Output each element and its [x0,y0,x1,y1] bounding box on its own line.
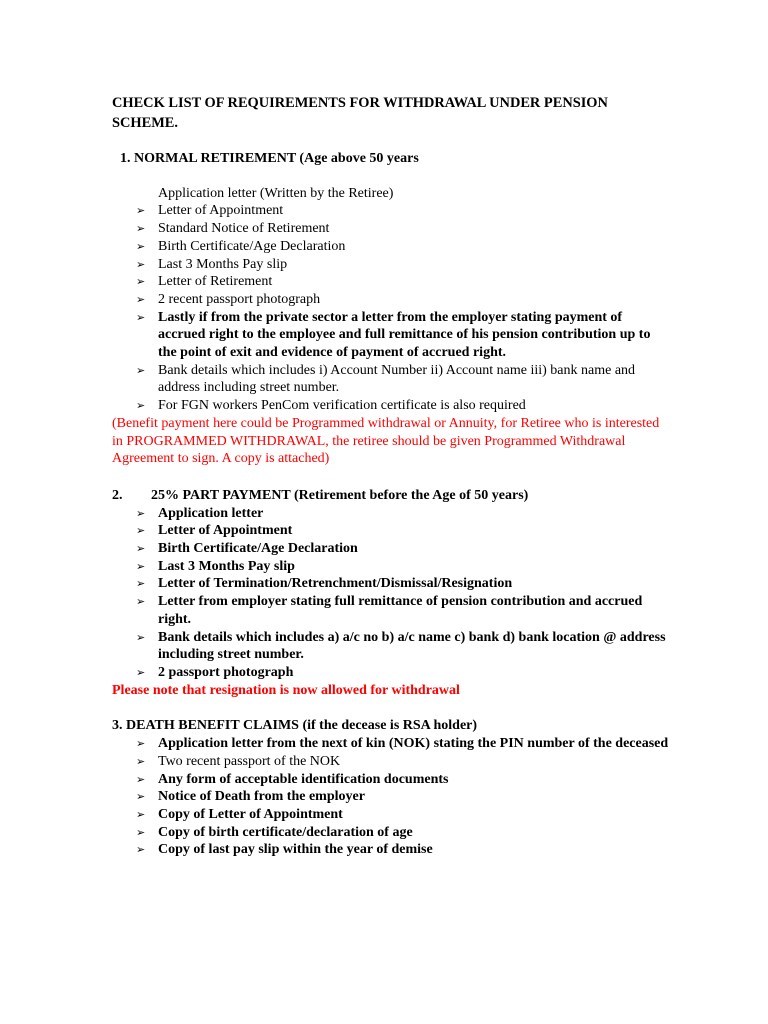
list-item [112,629,672,664]
list-item [112,362,672,397]
list-item-text: Letter of Appointment [158,203,284,219]
list-item-text: Application letter [158,505,264,521]
arrow-bullet-icon: ➢ [136,843,146,857]
list-item [112,558,672,576]
list-item-text: Letter of Retirement [158,274,273,290]
list-item [112,771,672,789]
arrow-bullet-icon: ➢ [136,222,146,236]
requirements-list [112,735,672,859]
arrow-bullet-icon: ➢ [136,595,146,609]
list-item-text: Copy of last pay slip within the year of demise [158,842,433,858]
requirements-list [112,505,672,682]
list-item [112,522,672,540]
list-item-text: Birth Certificate/Age Declaration [158,541,358,557]
arrow-bullet-icon: ➢ [136,772,146,786]
list-item [112,664,672,682]
document-title: CHECK LIST OF REQUIREMENTS FOR WITHDRAWAL UNDER PENSION SCHEME. [112,95,608,131]
list-item [112,788,672,806]
list-item [112,220,672,238]
section-heading-text: 25% PART PAYMENT (Retirement before the Age of 50 years) [151,487,529,503]
arrow-bullet-icon: ➢ [136,292,146,306]
list-item [112,824,672,842]
list-item [112,256,672,274]
list-item [112,273,672,291]
section-normal-retirement-heading [112,150,672,168]
list-item [112,202,672,220]
arrow-bullet-icon: ➢ [136,542,146,556]
list-item-text: Last 3 Months Pay slip [158,558,295,574]
arrow-bullet-icon: ➢ [136,577,146,591]
requirements-list [112,202,672,414]
arrow-bullet-icon: ➢ [136,559,146,573]
section-part-payment-heading [112,487,672,505]
arrow-bullet-icon: ➢ [136,310,146,324]
list-item-text: Notice of Death from the employer [158,789,365,805]
list-item [112,575,672,593]
list-item [112,238,672,256]
list-item-text: Letter of Termination/Retrenchment/Dismissal/Resignation [158,576,513,592]
arrow-bullet-icon: ➢ [136,239,146,253]
section-number: 2. [112,487,123,503]
list-item-text: Standard Notice of Retirement [158,221,330,237]
list-item-text: Copy of Letter of Appointment [158,806,343,822]
programmed-withdrawal-note: (Benefit payment here could be Programmed withdrawal or Annuity, for Retiree who is interested in PROGRAMMED WITHDRAWAL, the retiree should be given Programmed Withdrawal Agreement to sign. A copy is attached) [112,415,660,467]
section-intro: Application letter (Written by the Retiree) [158,185,394,201]
section-heading-text: NORMAL RETIREMENT (Age above 50 years [134,151,419,166]
list-item-text: Last 3 Months Pay slip [158,256,288,272]
arrow-bullet-icon: ➢ [136,399,146,413]
list-item-text: Letter from employer stating full remittance of pension contribution and accrued right. [158,594,643,627]
arrow-bullet-icon: ➢ [136,257,146,271]
arrow-bullet-icon: ➢ [136,790,146,804]
document-body [112,93,672,859]
section-death-benefit-heading: 3. DEATH BENEFIT CLAIMS (if the decease is RSA holder) [112,718,478,734]
arrow-bullet-icon: ➢ [136,630,146,644]
list-item [112,753,672,771]
list-item [112,309,672,362]
arrow-bullet-icon: ➢ [136,363,146,377]
arrow-bullet-icon: ➢ [136,807,146,821]
list-item-text: Copy of birth certificate/declaration of age [158,824,413,840]
list-item [112,841,672,859]
list-item-text: 2 passport photograph [158,664,294,680]
list-item [112,593,672,628]
list-item-text: For FGN workers PenCom verification certificate is also required [158,398,526,414]
list-item-text: Bank details which includes i) Account Number ii) Account name iii) bank name and address including street number. [158,362,636,396]
list-item-text: Lastly if from the private sector a letter from the employer stating payment of accrued right to the employee and full remittance of his pension contribution up to the point of exit and evidence of payment of accrued right. [158,309,651,361]
section-number: 1. [120,151,131,166]
arrow-bullet-icon: ➢ [136,825,146,839]
arrow-bullet-icon: ➢ [136,506,146,520]
list-item-text: Two recent passport of the NOK [158,753,341,769]
list-item-text: Letter of Appointment [158,523,293,539]
list-item-text: 2 recent passport photograph [158,291,321,307]
list-item [112,397,672,415]
arrow-bullet-icon: ➢ [136,665,146,679]
list-item [112,540,672,558]
list-item-text: Application letter from the next of kin (NOK) stating the PIN number of the deceased [158,736,669,752]
list-item-text: Bank details which includes a) a/c no b) a/c name c) bank d) bank location @ address including street number. [158,629,666,663]
arrow-bullet-icon: ➢ [136,275,146,289]
resignation-note: Please note that resignation is now allowed for withdrawal [112,682,460,698]
arrow-bullet-icon: ➢ [136,524,146,538]
list-item [112,291,672,309]
list-item [112,806,672,824]
arrow-bullet-icon: ➢ [136,204,146,218]
list-item [112,505,672,523]
list-item-text: Birth Certificate/Age Declaration [158,238,346,254]
list-item-text: Any form of acceptable identification documents [158,771,449,787]
arrow-bullet-icon: ➢ [136,754,146,768]
arrow-bullet-icon: ➢ [136,737,146,751]
list-item [112,735,672,753]
